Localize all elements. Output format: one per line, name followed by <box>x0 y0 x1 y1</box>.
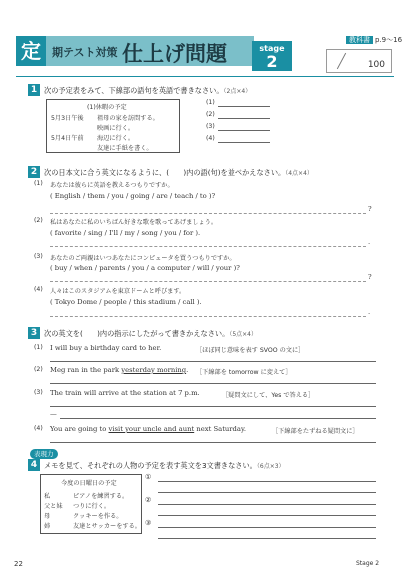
memo-who: 姉 <box>44 523 51 530</box>
schedule-plan: 映画に行く。 <box>97 125 135 132</box>
memo-plan: 友達とサッカーをする。 <box>73 523 141 530</box>
q4-answer-line[interactable] <box>158 481 376 482</box>
q2-end-mark: ? <box>368 205 372 213</box>
schedule-title: (1)休暇の予定 <box>87 104 127 111</box>
q1-answer-line[interactable] <box>218 118 270 119</box>
schedule-plan: 友達に手紙を書く。 <box>97 145 153 152</box>
memo-who: 母 <box>44 513 51 520</box>
q2-answer-line[interactable] <box>50 246 366 247</box>
q2-item-words: ( favorite / sing / I'll / my / song / you / for ). <box>50 229 201 237</box>
q2-item-jp: あなたは彼らに英語を教えるつもりですか。 <box>50 182 174 189</box>
q2-end-mark: . <box>368 308 371 316</box>
q1-label: (3) <box>206 123 215 130</box>
q1-points: （2点×4） <box>223 88 252 95</box>
q4-instruction <box>44 461 285 471</box>
stage-label: stage <box>259 44 285 53</box>
memo-plan: ピアノを練習する。 <box>73 493 129 500</box>
memo-plan: クッキーを作る。 <box>73 513 123 520</box>
q1-answer-line[interactable] <box>218 106 270 107</box>
page-title: 仕上げ問題 <box>122 42 227 66</box>
ref-pages: p.9～16 <box>375 36 403 44</box>
q3-item-en: The train will arrive at the station at 7 p.m. <box>50 389 200 397</box>
q3-item-note: ［下線部を tomorrow に変えて］ <box>196 369 292 376</box>
q1-label: (4) <box>206 135 215 142</box>
q3-item-note: ［疑問文にして、Yes で答える］ <box>222 392 315 399</box>
q2-number: 2 <box>28 166 40 178</box>
q3-item-label: (1) <box>34 344 43 351</box>
q1-answer-line[interactable] <box>218 142 270 143</box>
q3-item-label: (4) <box>34 425 43 432</box>
q2-item-label: (2) <box>34 217 43 224</box>
q4-points: （6点×3） <box>256 463 285 470</box>
q2-item-jp: 私はあなたに私のいちばん好きな歌を歌ってあげましょう。 <box>50 219 218 226</box>
q3-number: 3 <box>28 327 40 339</box>
q1-answer-line[interactable] <box>218 130 270 131</box>
schedule-plan: 祖母の家を訪問する。 <box>97 115 159 122</box>
q2-item-words: ( Tokyo Dome / people / this stadium / call ). <box>50 298 202 306</box>
q2-answer-line[interactable] <box>50 213 366 214</box>
stage-badge <box>252 41 292 71</box>
q1-instruction <box>44 86 251 96</box>
q4-label: ③ <box>145 519 152 527</box>
memo-title: 今度の日曜日の予定 <box>61 480 117 487</box>
q2-item-label: (1) <box>34 180 43 187</box>
score-slash <box>337 53 346 69</box>
q4-answer-line[interactable] <box>158 527 376 528</box>
q2-item-label: (3) <box>34 253 43 260</box>
q3-item-note: ［ほぼ同じ意味を表す SVOO の文に］ <box>196 347 305 354</box>
q2-answer-line[interactable] <box>50 281 366 282</box>
schedule-plan: 海辺に行く。 <box>97 135 135 142</box>
ref-tag: 教科書 <box>346 36 373 44</box>
q3-item-label: (2) <box>34 366 43 373</box>
q1-label: (1) <box>206 99 215 106</box>
q3-item-en: Meg ran in the park yesterday morning. <box>50 366 189 374</box>
memo-who: 父と妹 <box>44 503 63 510</box>
memo-who: 私 <box>44 493 51 500</box>
q4-number: 4 <box>28 459 40 471</box>
q3-answer-dash: — <box>50 410 57 418</box>
q2-instruction <box>44 168 313 178</box>
title-badge: 定 <box>16 36 46 66</box>
q2-item-words: ( buy / when / parents / you / a computer / will / your )? <box>50 264 240 272</box>
memo-box <box>40 474 142 534</box>
q3-item-label: (3) <box>34 389 43 396</box>
expression-tag: 表現力 <box>30 449 58 459</box>
stage-number: 2 <box>266 52 278 71</box>
q2-item-words: ( English / them / you / going / are / teach / to )? <box>50 192 216 200</box>
q3-answer-line[interactable] <box>60 418 376 419</box>
schedule-box <box>46 99 180 153</box>
q4-label: ② <box>145 496 152 504</box>
q3-item-en: I will buy a birthday card to her. <box>50 344 162 352</box>
q4-answer-line[interactable] <box>158 515 376 516</box>
q3-answer-line[interactable] <box>50 442 376 443</box>
q2-item-label: (4) <box>34 286 43 293</box>
footer-right: Stage 2 <box>356 560 380 567</box>
q3-instruction <box>44 329 257 339</box>
q2-text: 次の日本文に合う英文になるように、( )内の語(句)を並べかえなさい。 <box>44 168 286 177</box>
q4-text: メモを見て、それぞれの人物の予定を表す英文を3文書きなさい。 <box>44 461 257 470</box>
q3-answer-line[interactable] <box>50 361 376 362</box>
q2-item-jp: あなたのご両親はいつあなたにコンピュータを買うつもりですか。 <box>50 255 236 262</box>
q2-item-jp: 人々はこのスタジアムを東京ドームと呼びます。 <box>50 288 186 295</box>
header-divider <box>16 76 394 77</box>
q1-number: 1 <box>28 84 40 96</box>
q3-answer-line[interactable] <box>50 406 376 407</box>
title-subtitle: 期テスト対策 <box>52 46 118 59</box>
q3-text: 次の英文を( )内の指示にしたがって書きかえなさい。 <box>44 329 230 338</box>
q4-label: ① <box>145 473 152 481</box>
q4-answer-line[interactable] <box>158 538 376 539</box>
q4-answer-line[interactable] <box>158 504 376 505</box>
q4-answer-line[interactable] <box>158 492 376 493</box>
q2-answer-line[interactable] <box>50 316 366 317</box>
q3-item-note: ［下線部をたずねる疑問文に］ <box>272 428 359 435</box>
schedule-date: 5月3日午後 <box>51 115 84 122</box>
q3-item-en: You are going to visit your uncle and aunt next Saturday. <box>50 425 247 433</box>
textbook-ref <box>346 35 402 45</box>
q3-answer-line[interactable] <box>50 383 376 384</box>
q2-end-mark: . <box>368 238 371 246</box>
score-box[interactable] <box>326 49 392 73</box>
q3-points: （5点×4） <box>229 331 257 338</box>
q2-end-mark: ? <box>368 273 372 281</box>
q1-label: (2) <box>206 111 215 118</box>
q1-text: 次の予定表をみて、下線部の語句を英語で書きなさい。 <box>44 86 224 95</box>
schedule-date: 5月4日午前 <box>51 135 84 142</box>
memo-plan: つりに行く。 <box>73 503 111 510</box>
page-number: 22 <box>14 560 23 568</box>
q2-points: （4点×4） <box>285 170 313 177</box>
score-total: 100 <box>367 60 385 70</box>
